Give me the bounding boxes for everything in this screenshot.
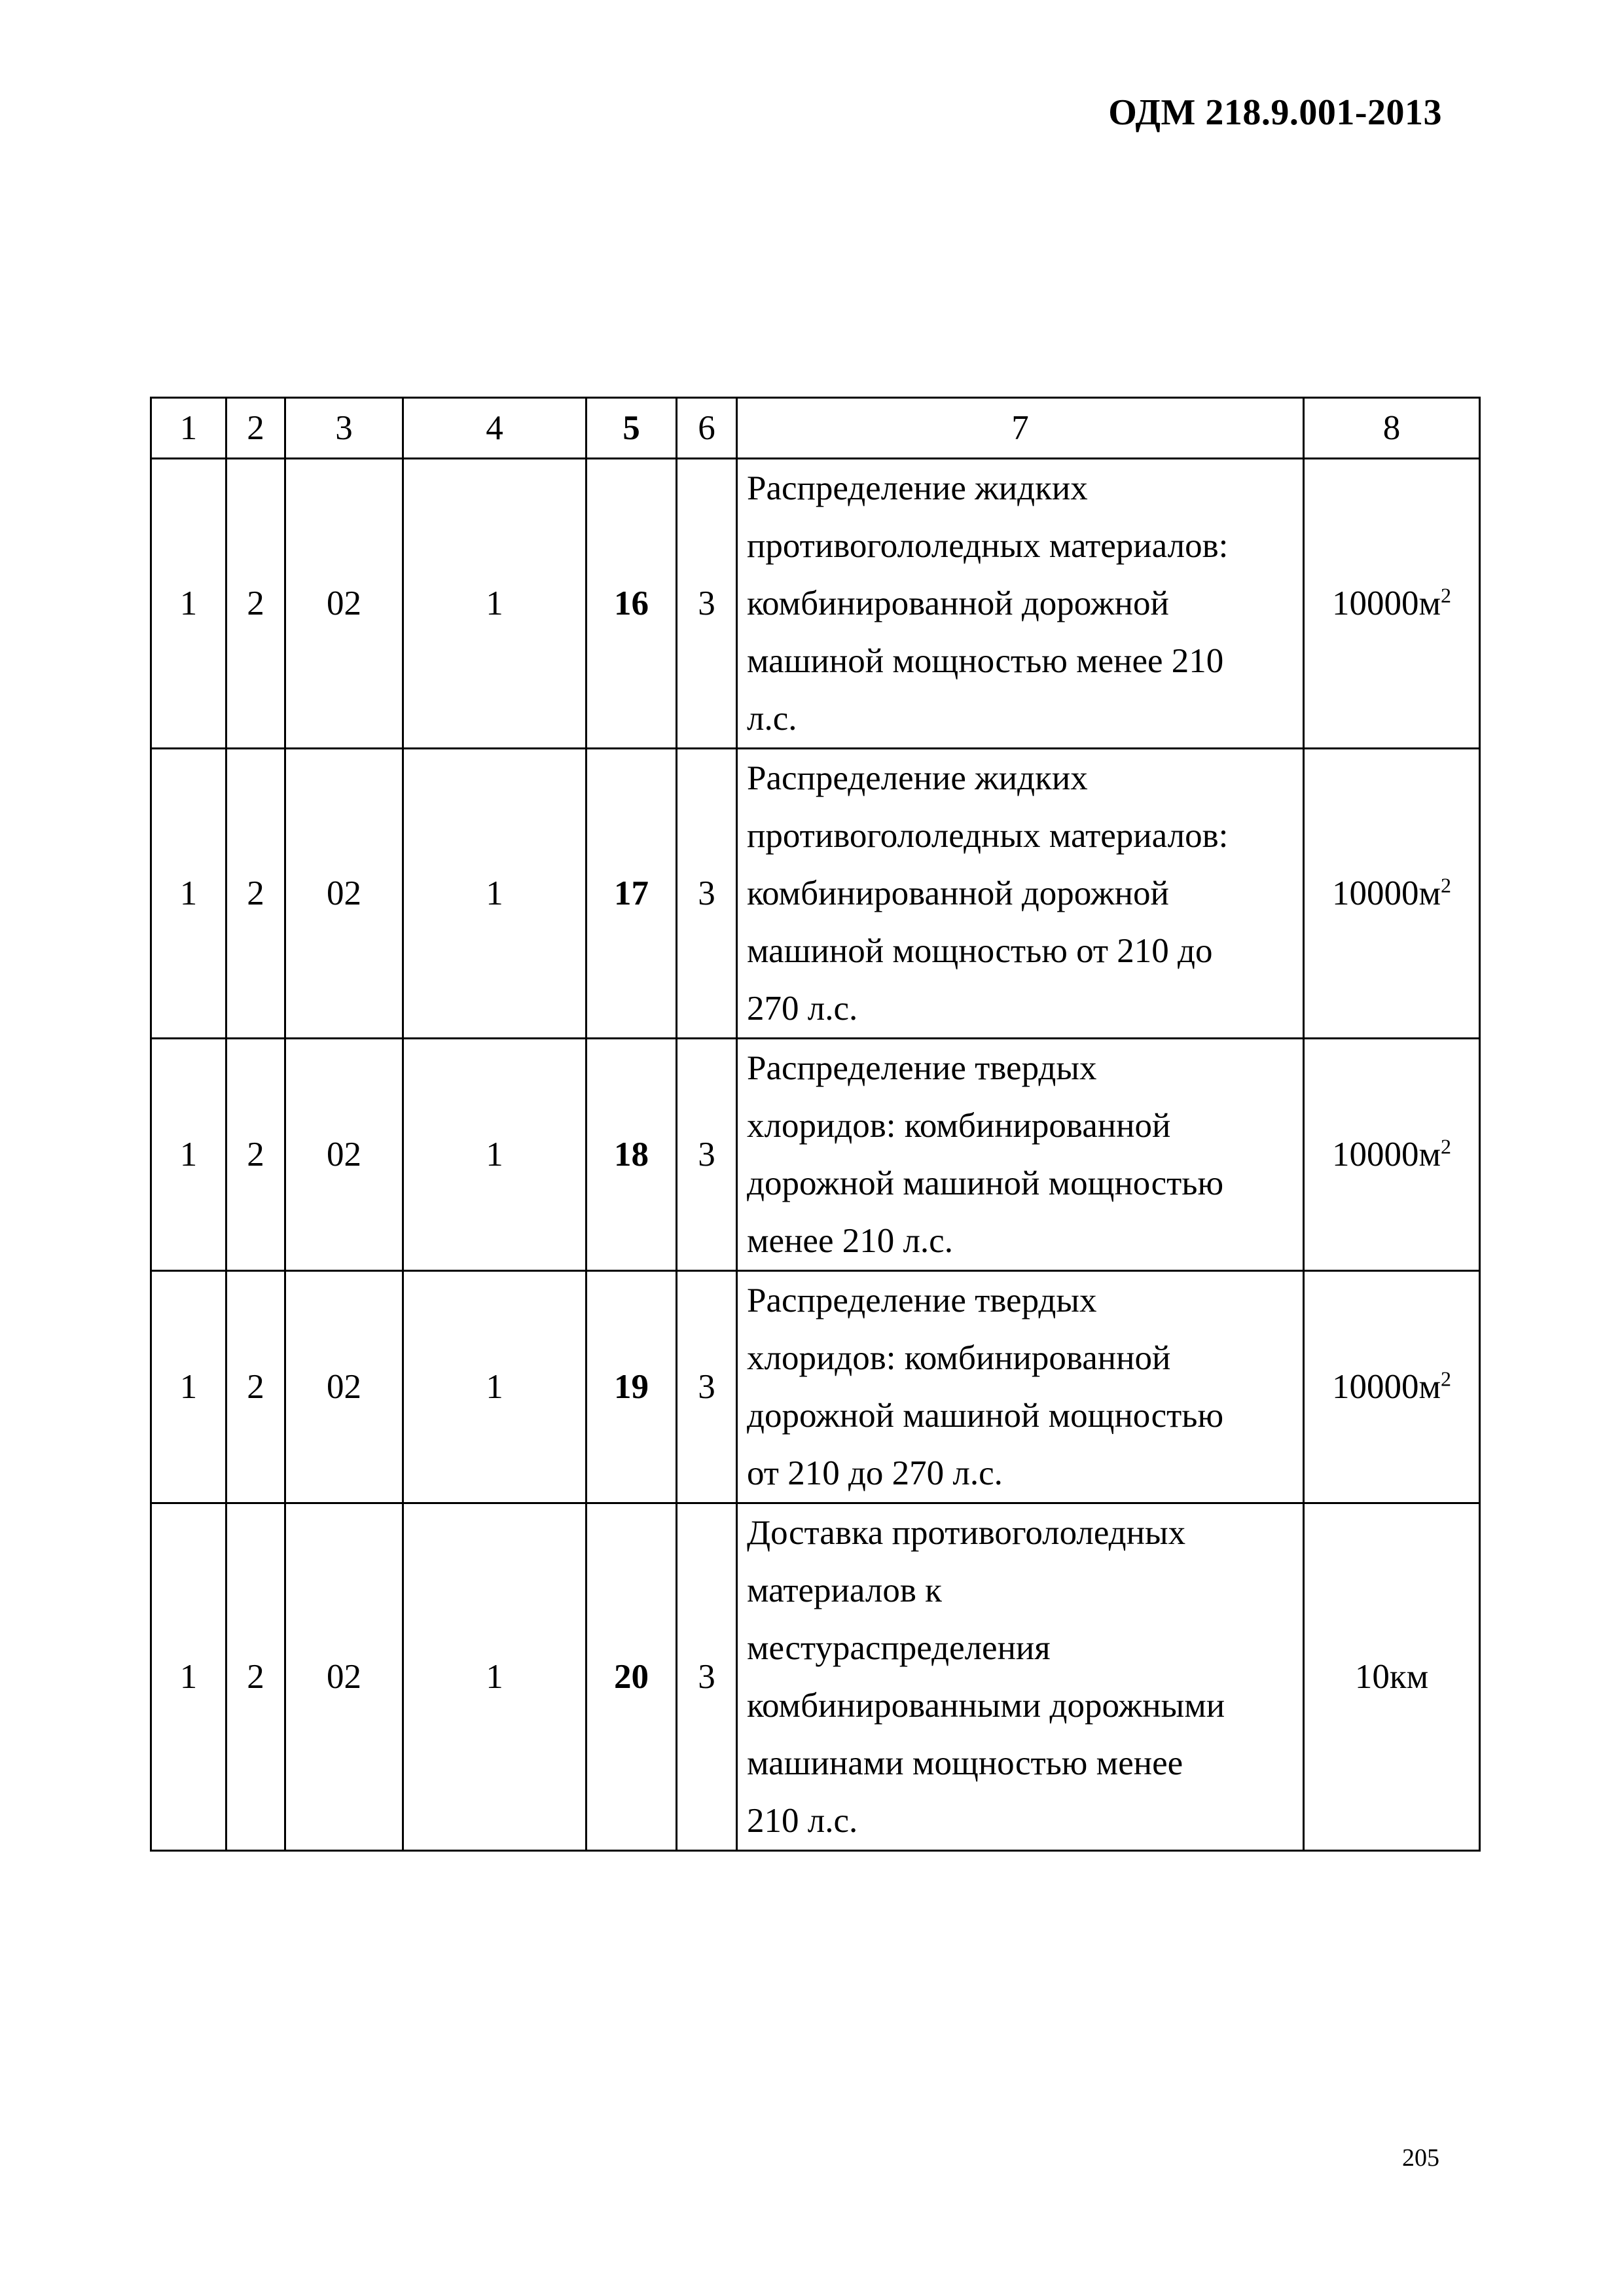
cell-description: Распределение жидких противогололедных материалов: комбинированной дорожной машиной мощностью менее 210 л.с. xyxy=(737,459,1304,749)
cell-description: Доставка противогололедных материалов к местураспределения комбинированными дорожными машинами мощностью менее 210 л.с. xyxy=(737,1503,1304,1851)
cell-col-1: 1 xyxy=(151,749,226,1039)
column-header-4: 4 xyxy=(403,398,586,459)
cell-col-1: 1 xyxy=(151,1271,226,1503)
cell-col-3: 02 xyxy=(285,1039,403,1271)
cell-col-4: 1 xyxy=(403,1039,586,1271)
column-header-7: 7 xyxy=(737,398,1304,459)
column-header-6: 6 xyxy=(677,398,737,459)
cell-col-5: 18 xyxy=(586,1039,677,1271)
cell-col-5: 16 xyxy=(586,459,677,749)
cell-col-2: 2 xyxy=(226,1271,285,1503)
unit-text: 10км xyxy=(1354,1658,1429,1696)
cell-col-2: 2 xyxy=(226,1039,285,1271)
unit-superscript: 2 xyxy=(1441,583,1452,607)
table-row xyxy=(151,1039,1480,1271)
cell-col-3: 02 xyxy=(285,1503,403,1851)
cell-col-6: 3 xyxy=(677,459,737,749)
cell-col-6: 3 xyxy=(677,749,737,1039)
norms-table xyxy=(150,397,1481,1852)
cell-col-5: 19 xyxy=(586,1271,677,1503)
column-header-8: 8 xyxy=(1304,398,1480,459)
cell-col-6: 3 xyxy=(677,1271,737,1503)
cell-col-4: 1 xyxy=(403,1503,586,1851)
cell-col-3: 02 xyxy=(285,459,403,749)
column-header-2: 2 xyxy=(226,398,285,459)
cell-col-6: 3 xyxy=(677,1503,737,1851)
cell-col-2: 2 xyxy=(226,459,285,749)
cell-unit xyxy=(1304,1503,1480,1851)
cell-col-2: 2 xyxy=(226,1503,285,1851)
cell-col-4: 1 xyxy=(403,749,586,1039)
cell-description: Распределение твердых хлоридов: комбинированной дорожной машиной мощностью менее 210 л.с. xyxy=(737,1039,1304,1271)
cell-col-1: 1 xyxy=(151,459,226,749)
cell-description: Распределение жидких противогололедных материалов: комбинированной дорожной машиной мощностью от 210 до 270 л.с. xyxy=(737,749,1304,1039)
cell-col-4: 1 xyxy=(403,459,586,749)
cell-col-1: 1 xyxy=(151,1503,226,1851)
table-row xyxy=(151,459,1480,749)
cell-col-2: 2 xyxy=(226,749,285,1039)
unit-text: 10000м xyxy=(1331,584,1441,622)
unit-superscript: 2 xyxy=(1441,1134,1452,1158)
table-row xyxy=(151,1271,1480,1503)
cell-col-3: 02 xyxy=(285,749,403,1039)
unit-text: 10000м xyxy=(1331,1136,1441,1174)
cell-col-5: 17 xyxy=(586,749,677,1039)
cell-col-1: 1 xyxy=(151,1039,226,1271)
unit-text: 10000м xyxy=(1331,1368,1441,1406)
unit-superscript: 2 xyxy=(1441,1367,1452,1391)
document-code: ОДМ 218.9.001-2013 xyxy=(1108,92,1442,133)
cell-col-6: 3 xyxy=(677,1039,737,1271)
cell-unit xyxy=(1304,1039,1480,1271)
cell-col-4: 1 xyxy=(403,1271,586,1503)
cell-description: Распределение твердых хлоридов: комбинированной дорожной машиной мощностью от 210 до 270 л.с. xyxy=(737,1271,1304,1503)
table-row xyxy=(151,749,1480,1039)
page-number: 205 xyxy=(1402,2144,1439,2172)
column-header-3: 3 xyxy=(285,398,403,459)
table-row xyxy=(151,1503,1480,1851)
unit-superscript: 2 xyxy=(1441,873,1452,897)
cell-unit xyxy=(1304,749,1480,1039)
cell-unit xyxy=(1304,1271,1480,1503)
cell-unit xyxy=(1304,459,1480,749)
cell-col-5: 20 xyxy=(586,1503,677,1851)
column-header-5: 5 xyxy=(586,398,677,459)
cell-col-3: 02 xyxy=(285,1271,403,1503)
column-header-1: 1 xyxy=(151,398,226,459)
unit-text: 10000м xyxy=(1331,874,1441,912)
table-header-row xyxy=(151,398,1480,459)
